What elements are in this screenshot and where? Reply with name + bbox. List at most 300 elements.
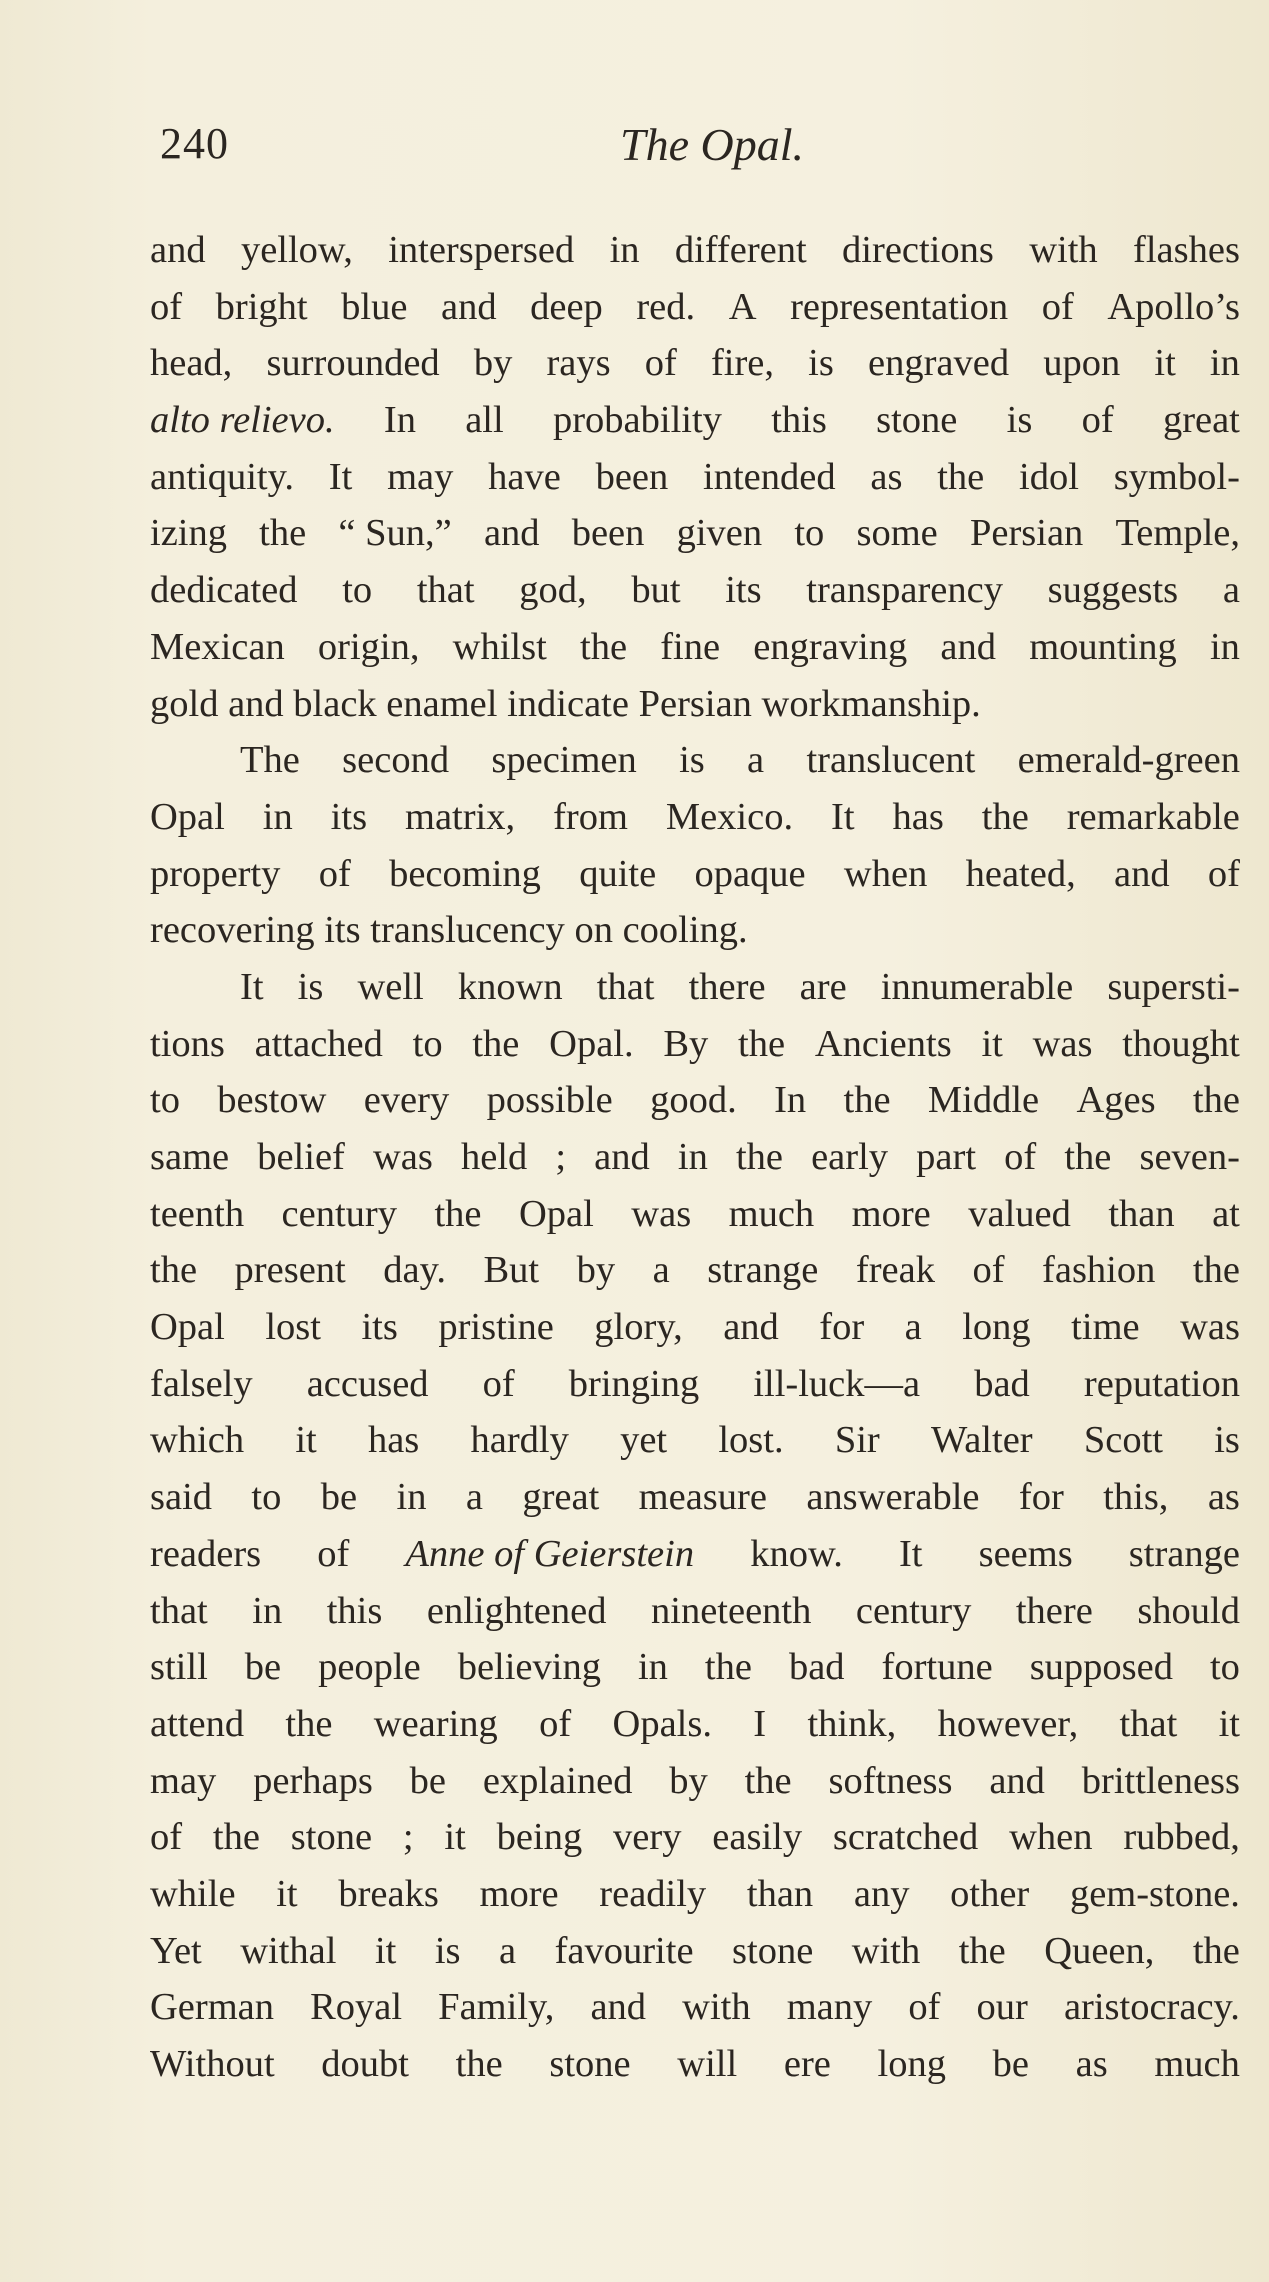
word: long (877, 2043, 946, 2085)
word: the (744, 1759, 792, 1802)
word: the (704, 1646, 752, 1689)
text-line (150, 1979, 1240, 2036)
word: attached (254, 1022, 383, 1065)
word: the (735, 1136, 783, 1178)
word: time (1071, 1306, 1140, 1349)
text-line (150, 1129, 1240, 1186)
word: believing (457, 1646, 601, 1689)
word: a (904, 1306, 922, 1349)
word: a (652, 1249, 670, 1292)
word: of (972, 1249, 1005, 1292)
word: known (457, 965, 563, 1008)
word: it (444, 1816, 466, 1859)
text-line (150, 959, 1240, 1016)
word: and (594, 1136, 650, 1178)
word: part (916, 1136, 977, 1178)
word: it (1154, 342, 1176, 385)
word: the (937, 455, 985, 498)
word: was (1032, 1022, 1093, 1065)
word: may (150, 1759, 217, 1802)
word: In (383, 399, 416, 442)
word: dedicated (150, 569, 298, 612)
word: stone (549, 2043, 631, 2085)
word: any (853, 1872, 910, 1915)
word: quite (579, 852, 657, 895)
word: in (609, 229, 640, 271)
word: The (240, 739, 300, 782)
word: is (1214, 1419, 1240, 1462)
word: be (320, 1476, 358, 1519)
word: the (434, 1192, 482, 1235)
word: bestow (217, 1079, 327, 1122)
word: was (631, 1192, 692, 1235)
word: early (811, 1136, 889, 1178)
word: answerable (806, 1476, 980, 1519)
word: stone (732, 1929, 814, 1972)
word: to (1209, 1646, 1240, 1689)
word: the (150, 1249, 198, 1292)
word: Mexico. (665, 795, 794, 838)
word: more (851, 1192, 931, 1235)
word: pristine (438, 1306, 554, 1349)
word: well (357, 965, 424, 1008)
word: rubbed, (1123, 1816, 1240, 1859)
word: when (843, 852, 928, 895)
word: yet (620, 1419, 668, 1462)
word: cooling. (622, 909, 748, 952)
word: and (723, 1306, 779, 1349)
text-line (150, 1072, 1240, 1129)
text-line (150, 1526, 1240, 1583)
text-line (150, 505, 1240, 562)
word: is (434, 1929, 461, 1972)
word: engraving (753, 625, 908, 668)
word: brittleness (1081, 1759, 1240, 1802)
word: possible (486, 1079, 613, 1122)
word: black (293, 682, 387, 725)
word: emerald-green (1017, 739, 1240, 782)
word: seven- (1139, 1136, 1240, 1178)
word: It (831, 795, 855, 838)
word: in (262, 795, 293, 838)
word: fashion (1042, 1249, 1156, 1292)
word: becoming (389, 852, 541, 895)
word: while (150, 1872, 236, 1915)
word: of (1041, 285, 1074, 328)
word: it (981, 1022, 1003, 1065)
word: A (728, 285, 757, 328)
word: enamel (386, 682, 508, 725)
word: head, (150, 342, 233, 385)
word: attend (150, 1702, 245, 1745)
word: supersti- (1107, 965, 1240, 1008)
word: opaque (694, 852, 806, 895)
page-header (150, 118, 1229, 178)
word: measure (638, 1476, 767, 1519)
word: has (892, 795, 944, 838)
word: great (1162, 399, 1240, 442)
word: by (669, 1759, 708, 1802)
word: bad (974, 1362, 1030, 1405)
word: more (479, 1872, 559, 1915)
word: antiquity. (150, 455, 294, 498)
word: has (367, 1419, 420, 1462)
word: representation (790, 285, 1009, 328)
word: are (799, 965, 847, 1008)
word: should (1137, 1589, 1240, 1632)
word: that (596, 965, 655, 1008)
word: and (150, 229, 206, 271)
word: in (396, 1476, 427, 1519)
word: to (251, 1476, 282, 1519)
word: Mexican (150, 625, 285, 668)
word: to (794, 512, 825, 555)
word: its (330, 795, 368, 838)
word: thought (1122, 1022, 1240, 1065)
word: have (488, 455, 561, 498)
word: but (631, 569, 681, 612)
word: that (416, 569, 475, 612)
word: lost (265, 1306, 321, 1349)
word: and (1113, 852, 1170, 895)
word: flashes (1133, 229, 1240, 271)
word: very (613, 1816, 682, 1859)
word: intended (703, 455, 836, 498)
word: than (1108, 1192, 1175, 1235)
word: by (576, 1249, 616, 1292)
text-line (150, 1469, 1240, 1526)
word: blue (341, 285, 408, 328)
word: a (1222, 569, 1240, 612)
word: ere (783, 2043, 831, 2085)
word: to (412, 1022, 443, 1065)
word: valued (968, 1192, 1071, 1235)
word: Middle (927, 1079, 1040, 1122)
text-line (150, 279, 1240, 336)
word: as (870, 455, 903, 498)
word: alto relievo. (150, 399, 335, 442)
word: much (1154, 2043, 1240, 2085)
word: scratched (832, 1816, 979, 1859)
word: supposed (1029, 1646, 1173, 1689)
word: Scott (1083, 1419, 1163, 1462)
word: as (1075, 2043, 1108, 2085)
text-line (150, 1242, 1240, 1299)
word: recovering (150, 909, 325, 952)
word: on (574, 909, 623, 952)
text-line (150, 392, 1240, 449)
word: that (1119, 1702, 1178, 1745)
word: wearing (373, 1702, 498, 1745)
word: the (981, 795, 1029, 838)
word: of (482, 1362, 515, 1405)
word: a (499, 1929, 517, 1972)
word: and (989, 1759, 1045, 1802)
word: Opal (518, 1192, 594, 1235)
word: Persian (638, 682, 762, 725)
word: and (940, 625, 997, 668)
word: Opals. (612, 1702, 712, 1745)
word: however, (937, 1702, 1079, 1745)
word: being (496, 1816, 583, 1859)
text-line (150, 732, 1240, 789)
text-line (150, 1923, 1240, 1980)
word: the (843, 1079, 891, 1122)
word: in (1209, 625, 1240, 668)
word: glory, (594, 1306, 683, 1349)
word: belief (257, 1136, 345, 1178)
word: izing (150, 512, 227, 555)
word: given (676, 512, 763, 555)
word: this, (1103, 1476, 1169, 1519)
word: translucent (806, 739, 976, 782)
word: some (856, 512, 938, 555)
word: many (786, 1986, 873, 2029)
word: in (677, 1136, 708, 1178)
word: for (1018, 1476, 1064, 1519)
word: heated, (965, 852, 1076, 895)
word: of (1004, 1136, 1037, 1178)
word: it (295, 1419, 317, 1462)
word: fine (660, 625, 721, 668)
word: softness (828, 1759, 953, 1802)
word: said (150, 1476, 213, 1519)
word: teenth (150, 1192, 245, 1235)
text-line (150, 1299, 1240, 1356)
word: be (244, 1646, 282, 1689)
word: the (285, 1702, 333, 1745)
word: Yet (150, 1929, 202, 1972)
word: doubt (321, 2043, 409, 2085)
word: this (326, 1589, 383, 1632)
text-line (150, 1809, 1240, 1866)
text-line (150, 449, 1240, 506)
word: transparency (806, 569, 1003, 612)
word: think, (807, 1702, 897, 1745)
word: bringing (568, 1362, 700, 1405)
word: whilst (452, 625, 547, 668)
word: Persian (969, 512, 1084, 555)
text-line (150, 789, 1240, 846)
word: red. (636, 285, 696, 328)
word: workmanship. (761, 682, 981, 725)
text-line (150, 1412, 1240, 1469)
word: is (1006, 399, 1033, 442)
word: It (240, 965, 264, 1008)
word: of (317, 1532, 350, 1575)
word: been (595, 455, 669, 498)
word: remarkable (1066, 795, 1240, 838)
word: the (1064, 1136, 1112, 1178)
word: as (1207, 1476, 1240, 1519)
word: Without (150, 2043, 275, 2085)
word: property (150, 852, 281, 895)
word: Queen, (1044, 1929, 1155, 1972)
word: origin, (317, 625, 420, 668)
word: strange (1128, 1532, 1240, 1575)
word: century (855, 1589, 972, 1632)
word: its (361, 1306, 398, 1349)
word: with (1029, 229, 1098, 271)
word: to (342, 569, 373, 612)
word: of (150, 285, 183, 328)
word: when (1009, 1816, 1093, 1859)
word: tions (150, 1022, 225, 1065)
word: great (522, 1476, 600, 1519)
word: German (150, 1986, 274, 2029)
word: innumerable (880, 965, 1074, 1008)
word: the (958, 1929, 1006, 1972)
word: Temple, (1115, 512, 1240, 555)
word: reputation (1083, 1362, 1240, 1405)
word: Ages (1076, 1079, 1156, 1122)
word: Ancients (814, 1022, 952, 1065)
word: good. (650, 1079, 737, 1122)
word: directions (842, 229, 994, 271)
word: engraved (868, 342, 1010, 385)
word: the (1192, 1929, 1240, 1972)
word: explained (482, 1759, 633, 1802)
word: its (725, 569, 762, 612)
word: the (455, 2043, 503, 2085)
word: Apollo’s (1107, 285, 1240, 328)
text-line (150, 1356, 1240, 1413)
word: for (819, 1306, 865, 1349)
word: that (150, 1589, 208, 1632)
word: withal (240, 1929, 337, 1972)
word: a (747, 739, 765, 782)
word: was (372, 1136, 433, 1178)
word: held (460, 1136, 528, 1178)
word: Walter (930, 1419, 1033, 1462)
word: was (1180, 1306, 1240, 1349)
word: god, (519, 569, 587, 612)
page-number: 240 (160, 119, 229, 168)
word: It (328, 455, 353, 498)
word: bad (788, 1646, 845, 1689)
word: of (150, 1816, 183, 1859)
word: ; (402, 1816, 414, 1859)
word: be (409, 1759, 446, 1802)
word: at (1212, 1192, 1240, 1235)
word: readers (150, 1532, 262, 1575)
word: will (677, 2043, 738, 2085)
word: of (908, 1986, 941, 2029)
word: different (674, 229, 807, 271)
word: which (150, 1419, 245, 1462)
text-line (150, 902, 1240, 959)
word: falsely (150, 1362, 253, 1405)
word: mounting (1029, 625, 1177, 668)
word: readily (599, 1872, 707, 1915)
text-line (150, 619, 1240, 676)
word: strange (707, 1249, 819, 1292)
word: yellow, (240, 229, 353, 271)
word: and (483, 512, 540, 555)
word: rays (546, 342, 611, 385)
word: is (808, 342, 834, 385)
word: the (212, 1816, 260, 1859)
word: ill-luck—a (753, 1362, 921, 1405)
text-line (150, 1583, 1240, 1640)
word: is (679, 739, 705, 782)
word: the (472, 1022, 520, 1065)
word: By (663, 1022, 709, 1065)
word: with (682, 1986, 751, 2029)
word: hardly (470, 1419, 569, 1462)
word: be (992, 2043, 1029, 2085)
running-title: The Opal. (620, 119, 804, 170)
text-line (150, 222, 1240, 279)
word: symbol- (1113, 455, 1240, 498)
word: easily (712, 1816, 803, 1859)
word: there (688, 965, 766, 1008)
word: interspersed (388, 229, 575, 271)
word: and (590, 1986, 647, 2029)
word: gold (150, 682, 229, 725)
word: may (387, 455, 454, 498)
word: of (318, 852, 351, 895)
word: a (465, 1476, 483, 1519)
word: Sir (834, 1419, 880, 1462)
word: in (637, 1646, 668, 1689)
word: Opal. (549, 1022, 634, 1065)
word: the (1192, 1249, 1240, 1292)
word: and (440, 285, 497, 328)
word: fire, (710, 342, 775, 385)
word: been (571, 512, 645, 555)
word: by (473, 342, 513, 385)
text-line (150, 676, 1240, 733)
word: specimen (491, 739, 637, 782)
word: freak (855, 1249, 935, 1292)
word: it (374, 1929, 397, 1972)
word: idol (1019, 455, 1079, 498)
word: there (1015, 1589, 1093, 1632)
word: seems (978, 1532, 1073, 1575)
word: in (252, 1589, 283, 1632)
word: surrounded (266, 342, 440, 385)
word: is (297, 965, 324, 1008)
text-line (150, 1696, 1240, 1753)
word: than (746, 1872, 814, 1915)
word: matrix, (405, 795, 516, 838)
text-line (150, 846, 1240, 903)
word: to (150, 1079, 180, 1122)
word: stone (876, 399, 958, 442)
word: same (150, 1136, 230, 1178)
word: ; (555, 1136, 567, 1178)
word: It (898, 1532, 923, 1575)
word: “ Sun,” (338, 512, 452, 555)
word: present (234, 1249, 346, 1292)
word: the (1192, 1079, 1240, 1122)
word: probability (552, 399, 722, 442)
word: of (1081, 399, 1114, 442)
word: nineteenth (651, 1589, 812, 1632)
word: deep (530, 285, 603, 328)
word: upon (1043, 342, 1121, 385)
word: translucency (370, 909, 575, 952)
word: this (771, 399, 827, 442)
word: it (1218, 1702, 1240, 1745)
word: breaks (338, 1872, 439, 1915)
text-line (150, 1753, 1240, 1810)
word: indicate (507, 682, 639, 725)
text-line (150, 1639, 1240, 1696)
word: lost. (718, 1419, 784, 1462)
text-line (150, 1866, 1240, 1923)
